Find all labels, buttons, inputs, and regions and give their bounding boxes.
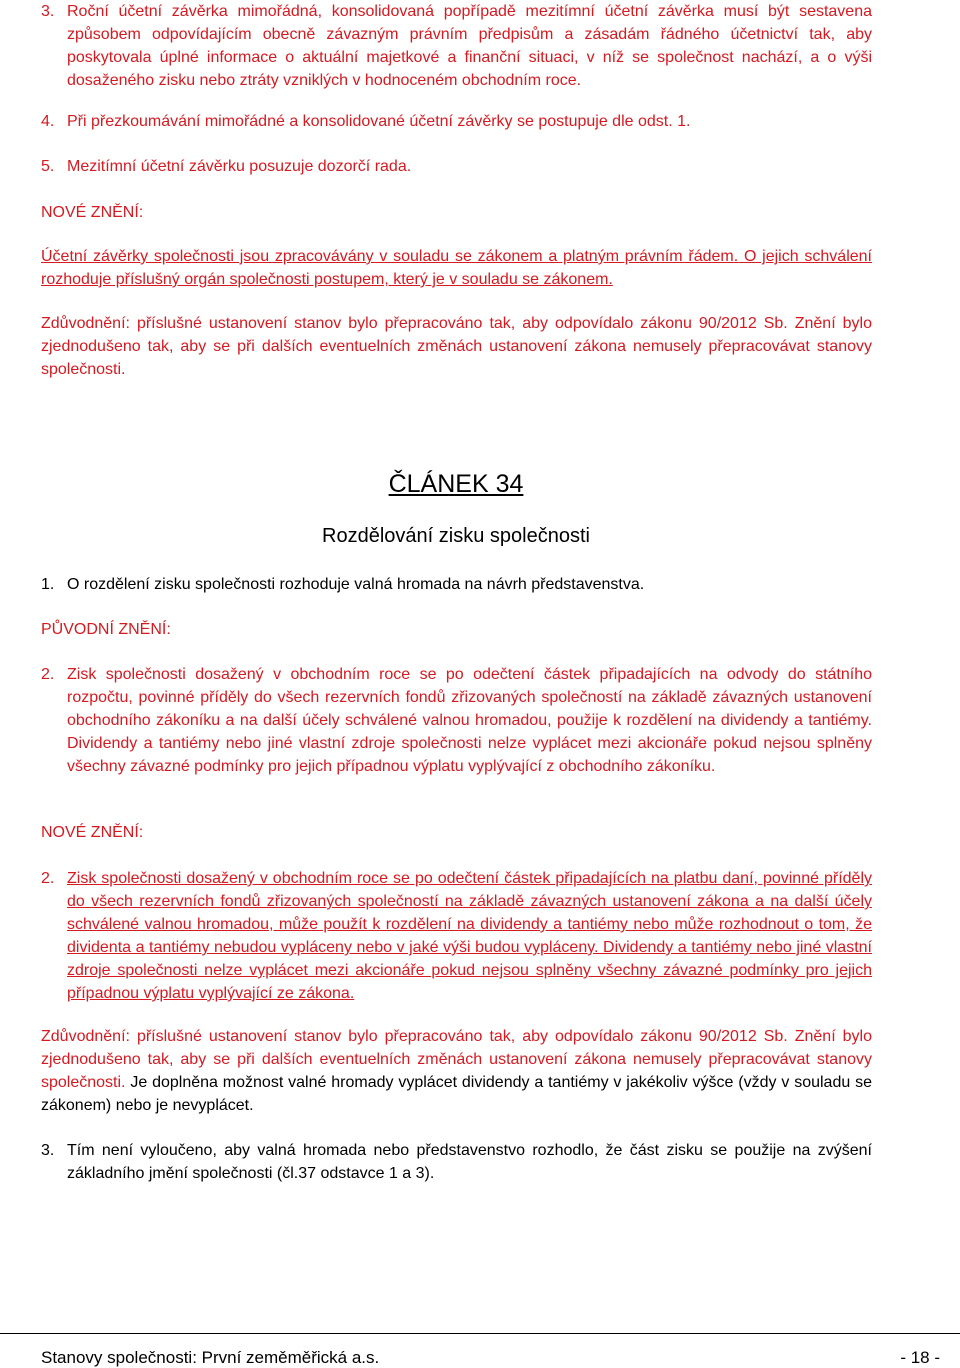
item-text: O rozdělení zisku společnosti rozhoduje valná hromada na návrh představenstva. bbox=[67, 576, 645, 593]
original-text-part-1: Zisk společnosti dosažený v obchodním roce se po odečtení částek připadajících na odvody do státního rozpočtu, povinné příděly do všech rezervních fondů zřizovaných společností na základě závazných ustanovení obchodního zákoníku a na další účely schválené valnou hromadou, použije k rozdělení na dividendy a tantiémy. bbox=[67, 666, 872, 729]
justification-paragraph: Zdůvodnění: příslušné ustanovení stanov bylo přepracováno tak, aby odpovídalo zákonu 90/2012 Sb. Znění bylo zjednodušeno tak, aby se při dalších eventuelních změnách ustanovení zákona nemusely přepracovávat stanovy společnosti. bbox=[41, 315, 872, 378]
item-text bbox=[67, 867, 872, 1005]
article-title bbox=[0, 470, 912, 499]
paragraph-item-3 bbox=[41, 0, 872, 92]
justification-added-text: Je doplněna možnost valné hromady vyplácet dividendy a tantiémy v jakékoliv výšce (vždy v souladu se zákonem) nebo je nevyplácet. bbox=[41, 1074, 872, 1114]
paragraph-item-5 bbox=[41, 155, 872, 178]
item-text: Mezitímní účetní závěrku posuzuje dozorčí rada. bbox=[67, 158, 412, 175]
item-text: Roční účetní závěrka mimořádná, konsolidovaná popřípadě mezitímní účetní závěrka musí být sestavena způsobem odpovídajícím obecně závazným právním předpisům a zásadám řádného účetnictví tak, aby poskytovala úplné informace o aktuální majetkové a finanční situaci, v níž se společnost nachází, a o výši dosaženého zisku nebo ztráty vzniklých v hodnoceném obchodním roce. bbox=[67, 3, 872, 89]
article-item-2-original bbox=[41, 663, 872, 778]
new-version-text bbox=[41, 245, 872, 291]
item-text: Při přezkoumávání mimořádné a konsolidované účetní závěrky se postupuje dle odst. 1. bbox=[67, 113, 691, 130]
item-number: 3. bbox=[41, 1142, 55, 1159]
article-item-2-new bbox=[41, 867, 872, 1005]
item-number: 2. bbox=[41, 666, 55, 683]
justification-paragraph-2 bbox=[41, 1025, 872, 1117]
footer-divider bbox=[0, 1333, 960, 1334]
paragraph-item-4 bbox=[41, 110, 872, 133]
new-text-part-1: Zisk společnosti dosažený v obchodním roce se po odečtení částek připadajících na platbu daní, povinné příděly do všech rezervních fondů zřizovaných společností na základě závazných ustanovení zákona a na další účely schválené valnou hromadou, může použít k rozdělení na dividendy a tantiémy nebo může rozhodnout o tom, že dividenta a tantiémy nebudou vypláceny nebo v jaké výši budou vypláceny. bbox=[67, 870, 872, 956]
new-version-label: NOVÉ ZNĚNÍ: bbox=[41, 204, 144, 221]
new-text-part-2: Dividendy a tantiémy nebo jiné vlastní zdroje společnosti nelze vyplácet mezi akcionáře pokud nejsou splněny všechny závazné podmínky pro jejich případnou výplatu vyplývající ze zákona. bbox=[67, 939, 872, 1002]
item-text: Tím není vyloučeno, aby valná hromada nebo představenstvo rozhodlo, že část zisku se použije na zvýšení základního jmění společnosti (čl.37 odstavce 1 a 3). bbox=[67, 1142, 872, 1182]
footer-page-number: - 18 - bbox=[900, 1348, 940, 1367]
item-number: 4. bbox=[41, 113, 55, 130]
footer-document-title: Stanovy společnosti: První zeměměřická a.s. bbox=[41, 1348, 380, 1367]
article-title-text: ČLÁNEK 34 bbox=[388, 470, 524, 498]
original-text-part-2: Dividendy a tantiémy nebo jiné vlastní zdroje společnosti nelze vyplácet mezi akcionáře pokud nejsou splněny všechny závazné podmínky pro jejich případnou výplatu vyplývající z obchodního zákoníku. bbox=[67, 735, 872, 775]
article-item-1 bbox=[41, 573, 872, 596]
article-subtitle: Rozdělování zisku společnosti bbox=[322, 525, 590, 547]
item-number: 5. bbox=[41, 158, 55, 175]
article-item-3 bbox=[41, 1139, 872, 1185]
new-text-part-2: O jejich schválení rozhoduje příslušný orgán společnosti postupem, který je v souladu se zákonem. bbox=[41, 248, 872, 288]
new-version-label-2: NOVÉ ZNĚNÍ: bbox=[41, 824, 144, 841]
new-text-part-1: Účetní závěrky společnosti jsou zpracovávány v souladu se zákonem a platným právním řádem. bbox=[41, 248, 739, 265]
justification-red-text: Zdůvodnění: příslušné ustanovení stanov bylo přepracováno tak, aby odpovídalo zákonu 90/2012 Sb. Znění bylo zjednodušeno tak, aby se při dalších eventuelních změnách ustanovení zákona nemusely přepracovávat stanovy společnosti. bbox=[41, 1028, 872, 1091]
item-number: 3. bbox=[41, 3, 55, 20]
item-number: 2. bbox=[41, 870, 55, 887]
item-number: 1. bbox=[41, 576, 55, 593]
item-text bbox=[67, 663, 872, 778]
original-version-label: PŮVODNÍ ZNĚNÍ: bbox=[41, 621, 171, 638]
